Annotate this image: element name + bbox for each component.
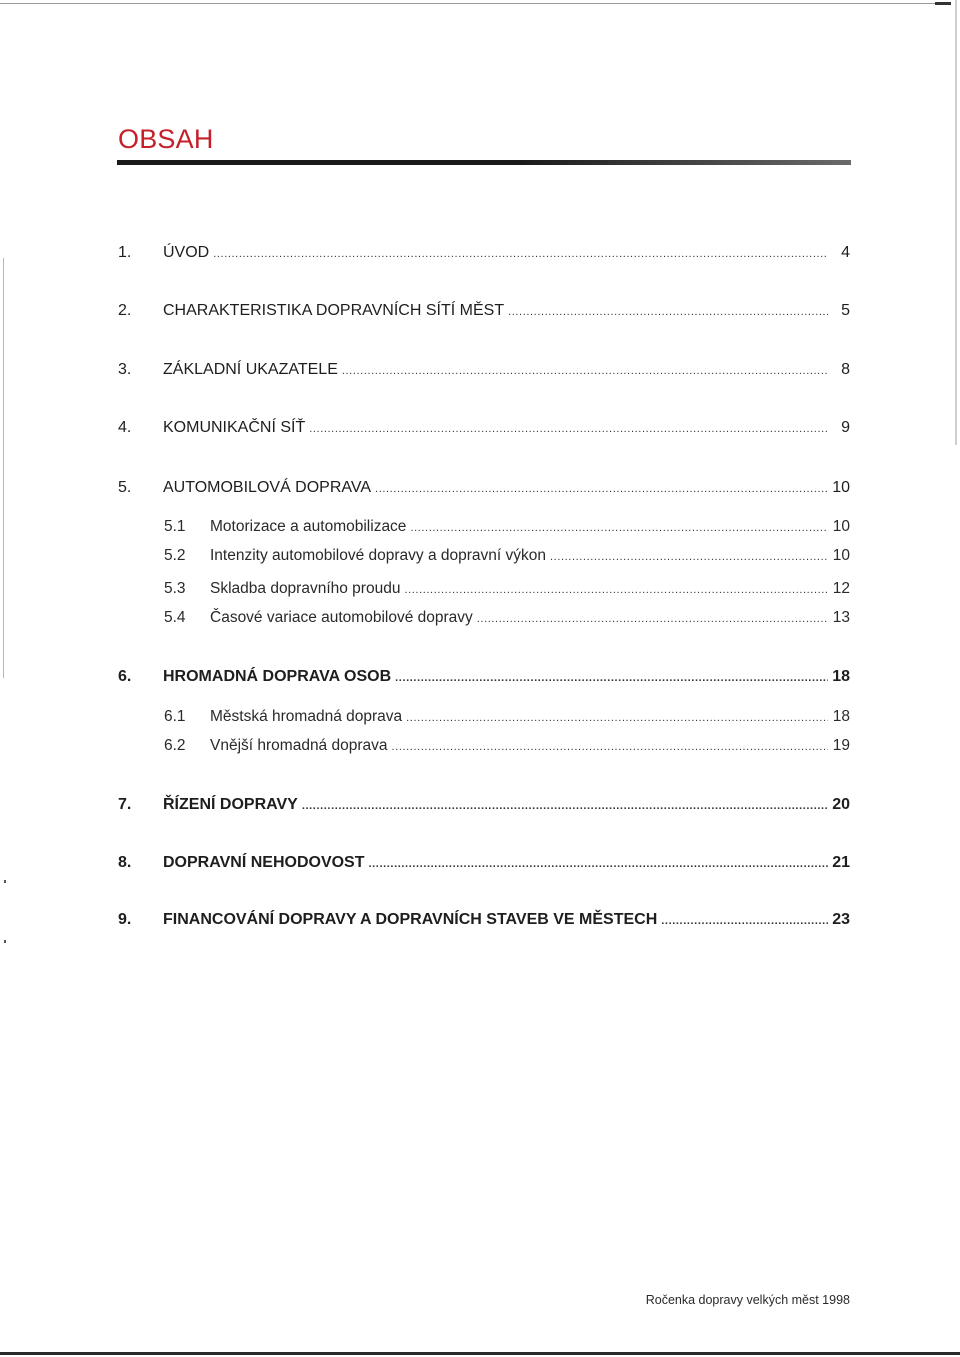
toc-number: 2. — [118, 302, 132, 319]
toc-leader-dots — [302, 800, 828, 812]
toc-number: 7. — [118, 796, 132, 813]
toc-number: 8. — [118, 854, 132, 871]
toc-label: Městská hromadná doprava — [210, 708, 403, 725]
toc-entry-rizeni-dopravy[interactable] — [118, 796, 850, 814]
scan-edge-top — [0, 3, 950, 4]
toc-label: ZÁKLADNÍ UKAZATELE — [163, 361, 338, 378]
toc-page: 8 — [841, 361, 850, 378]
toc-number: 1. — [118, 244, 132, 261]
toc-entry-intenzity[interactable] — [164, 547, 850, 565]
toc-label: Časové variace automobilové dopravy — [210, 609, 473, 626]
toc-number: 5.2 — [164, 547, 186, 564]
toc-page: 19 — [832, 737, 850, 754]
toc-label: KOMUNIKAČNÍ SÍŤ — [163, 419, 306, 436]
toc-entry-komunikacni-sit[interactable] — [118, 419, 850, 437]
toc-entry-hromadna-doprava[interactable] — [118, 668, 850, 686]
scan-speck — [4, 880, 6, 883]
toc-entry-charakteristika[interactable] — [118, 302, 850, 320]
toc-entry-automobilova-doprava[interactable] — [118, 479, 850, 497]
scan-edge-right — [955, 0, 957, 445]
toc-number: 3. — [118, 361, 132, 378]
toc-leader-dots — [477, 613, 828, 625]
toc-leader-dots — [375, 483, 828, 495]
toc-leader-dots — [369, 858, 829, 870]
page-title: OBSAH — [118, 124, 214, 154]
toc-entry-vnejsi-hromadna[interactable] — [164, 737, 850, 755]
toc-label: ŘÍZENÍ DOPRAVY — [163, 796, 298, 813]
toc-number: 9. — [118, 911, 132, 928]
toc-number: 5.4 — [164, 609, 186, 626]
toc-page: 18 — [832, 708, 850, 725]
toc-leader-dots — [392, 741, 828, 753]
toc-leader-dots — [309, 423, 828, 435]
toc-label: Intenzity automobilové dopravy a dopravní výkon — [210, 547, 547, 564]
toc-page: 21 — [832, 854, 850, 871]
toc-number: 4. — [118, 419, 132, 436]
toc-label: ÚVOD — [163, 244, 210, 261]
toc-page: 12 — [832, 580, 850, 597]
toc-entry-motorizace[interactable] — [164, 518, 850, 536]
toc-entry-zakladni-ukazatele[interactable] — [118, 361, 850, 379]
toc-page: 10 — [832, 479, 850, 496]
toc-leader-dots — [550, 551, 828, 563]
toc-label: Vnější hromadná doprava — [210, 737, 388, 754]
toc-number: 6. — [118, 668, 132, 685]
toc-leader-dots — [508, 306, 828, 318]
toc-leader-dots — [404, 584, 828, 596]
toc-page: 13 — [832, 609, 850, 626]
toc-page: 20 — [832, 796, 850, 813]
toc-label: FINANCOVÁNÍ DOPRAVY A DOPRAVNÍCH STAVEB VE MĚSTECH — [163, 911, 658, 928]
toc-leader-dots — [410, 522, 828, 534]
toc-number: 5.1 — [164, 518, 186, 535]
scan-speck — [4, 940, 6, 943]
toc-entry-uvod[interactable] — [118, 244, 850, 262]
toc-leader-dots — [395, 672, 828, 684]
toc-label: CHARAKTERISTIKA DOPRAVNÍCH SÍTÍ MĚST — [163, 302, 505, 319]
scan-edge-corner — [935, 2, 951, 5]
toc-page: 10 — [832, 518, 850, 535]
toc-page: 4 — [841, 244, 850, 261]
toc-number: 6.2 — [164, 737, 186, 754]
title-rule — [117, 160, 851, 165]
toc-number: 5. — [118, 479, 132, 496]
toc-entry-financovani[interactable] — [118, 911, 850, 929]
toc-page: 5 — [841, 302, 850, 319]
toc-page: 18 — [832, 668, 850, 685]
toc-entry-dopravni-nehodovost[interactable] — [118, 854, 850, 872]
toc-entry-mestska-hromadna[interactable] — [164, 708, 850, 726]
toc-label: Motorizace a automobilizace — [210, 518, 407, 535]
toc-label: Skladba dopravního proudu — [210, 580, 401, 597]
toc-page: 23 — [832, 911, 850, 928]
scan-edge-bottom — [0, 1352, 960, 1355]
toc-entry-skladba[interactable] — [164, 580, 850, 598]
toc-leader-dots — [213, 248, 828, 260]
scan-edge-left — [3, 258, 4, 678]
toc-page: 9 — [841, 419, 850, 436]
toc-number: 5.3 — [164, 580, 186, 597]
toc-number: 6.1 — [164, 708, 186, 725]
toc-label: DOPRAVNÍ NEHODOVOST — [163, 854, 365, 871]
toc-label: HROMADNÁ DOPRAVA OSOB — [163, 668, 392, 685]
page-footer: Ročenka dopravy velkých měst 1998 — [645, 1293, 850, 1307]
toc-page: 10 — [832, 547, 850, 564]
toc-leader-dots — [406, 712, 828, 724]
toc-entry-casove-variace[interactable] — [164, 609, 850, 627]
toc-leader-dots — [342, 365, 828, 377]
toc-label: AUTOMOBILOVÁ DOPRAVA — [163, 479, 372, 496]
toc-leader-dots — [661, 915, 828, 927]
